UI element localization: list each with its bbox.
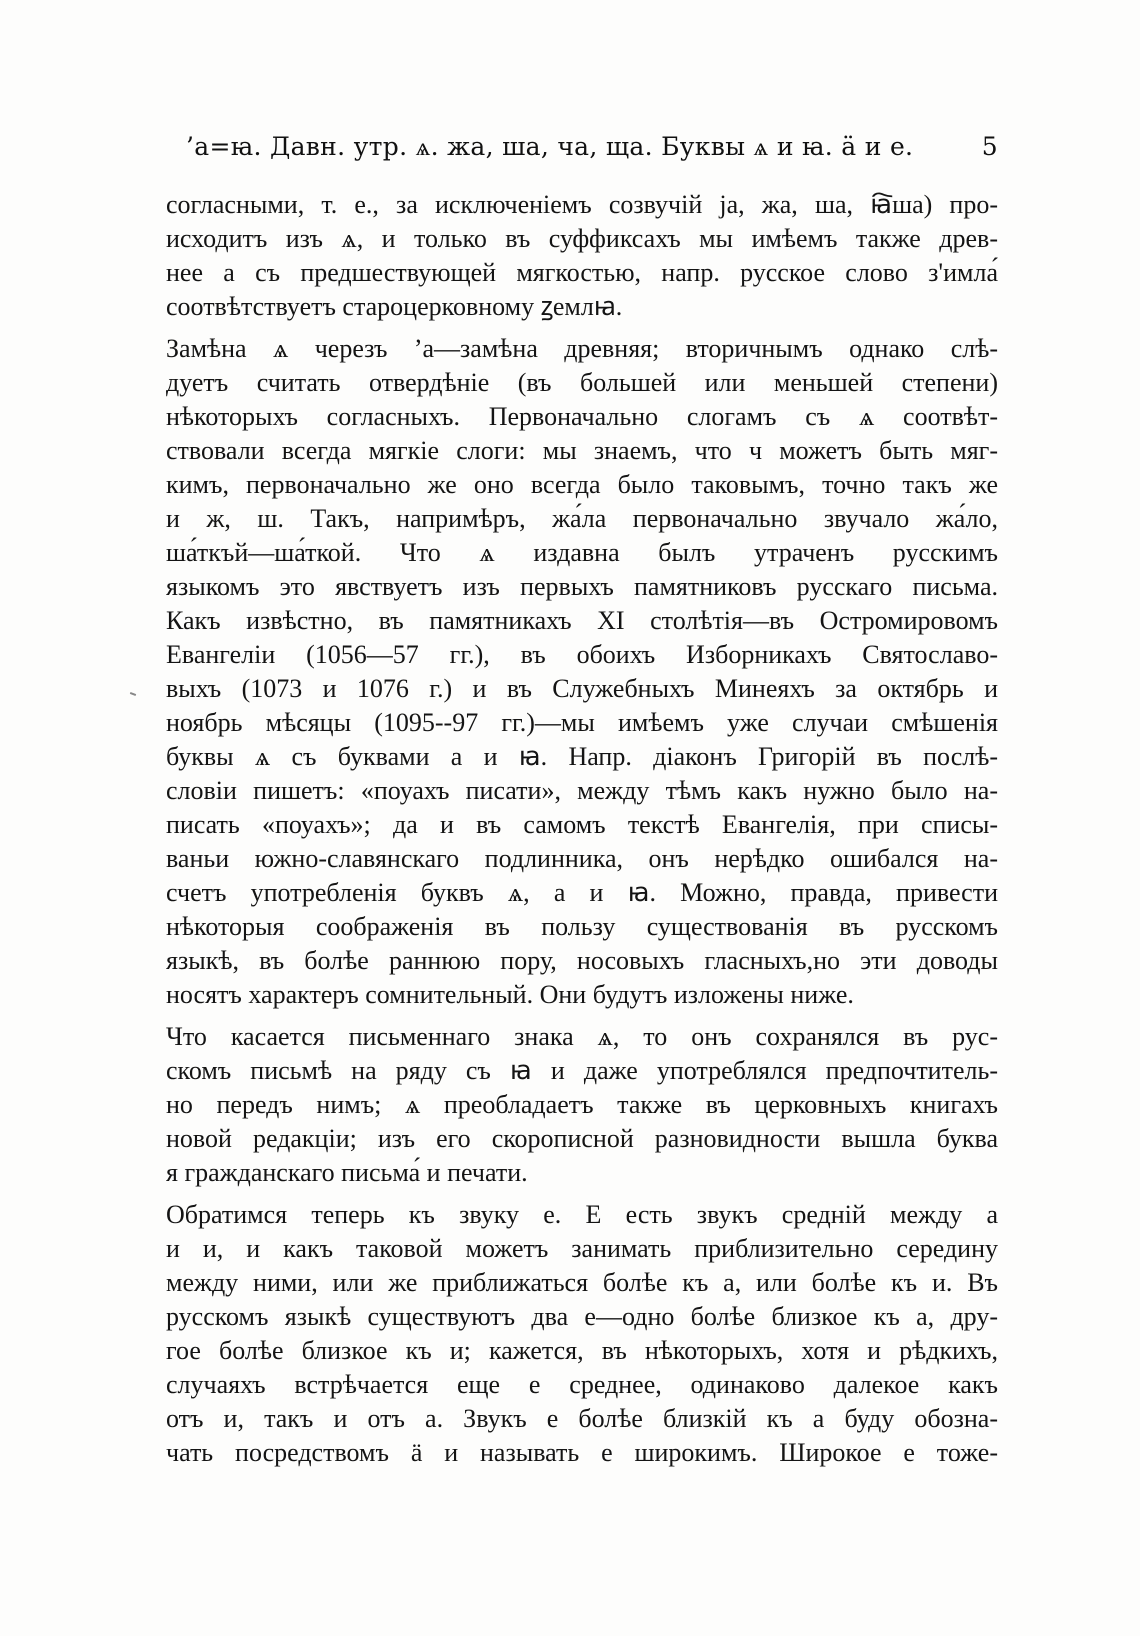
text-line: исходитъ изъ ѧ, и только въ суффиксахъ мы имѣемъ также древ- (166, 224, 998, 253)
page-number: 5 (981, 132, 998, 161)
text-line: скомъ письмѣ на ряду съ ꙗ и даже употреблялся предпочтитель- (166, 1056, 998, 1085)
text-line: буквы ѧ съ буквами а и ꙗ. Напр. діаконъ Григорій въ послѣ- (166, 742, 998, 771)
text-line: писать «поуахъ»; да и въ самомъ текстѣ Евангелія, при списы- (166, 810, 998, 839)
text-line: соотвѣтствуетъ староцерковному ꙁемлꙗ. (166, 292, 623, 321)
text-line: но передъ нимъ; ѧ преобладаетъ также въ церковныхъ книгахъ (166, 1090, 998, 1119)
text-line: новой редакціи; изъ его скорописной разновидности вышла буква (166, 1124, 998, 1153)
text-line: Какъ извѣстно, въ памятникахъ XI столѣтія—въ Остромировомъ (166, 606, 998, 635)
text-line: языкѣ, въ болѣе раннюю пору, носовыхъ гласныхъ,но эти доводы (166, 946, 998, 975)
text-line: согласными, т. е., за исключеніемъ созвучій ја, жа, ша, ꙗ҇ша) про- (166, 190, 998, 219)
text-line: Что касается письменнаго знака ѧ, то онъ сохранялся въ рус- (166, 1022, 998, 1051)
text-line: языкомъ это явствуетъ изъ первыхъ памятниковъ русскаго письма. (166, 572, 998, 601)
text-line: отъ и, такъ и отъ а. Звукъ е болѣе близкій къ а буду обозна- (166, 1404, 998, 1433)
text-line: ша́ткъй—ша́ткой. Что ѧ издавна былъ утраченъ русскимъ (166, 538, 998, 567)
text-line: счетъ употребленія буквъ ѧ, а и ꙗ. Можно, правда, привести (166, 878, 998, 907)
text-line: ноябрь мѣсяцы (1095--97 гг.)—мы имѣемъ уже случаи смѣшенія (166, 708, 998, 737)
text-line: чать посредствомъ ӓ и называть е широкимъ. Широкое е тоже- (166, 1438, 998, 1467)
text-line: случаяхъ встрѣчается еще е среднее, одинаково далекое какъ (166, 1370, 998, 1399)
text-line: выхъ (1073 и 1076 г.) и въ Служебныхъ Минеяхъ за октябрь и (166, 674, 998, 703)
text-line: гое болѣе близкое къ и; кажется, въ нѣкоторыхъ, хотя и рѣдкихъ, (166, 1336, 998, 1365)
body-text (166, 188, 998, 1478)
text-line: носятъ характеръ сомнительный. Они будутъ изложены ниже. (166, 980, 854, 1009)
paragraph-1 (166, 188, 998, 324)
text-line: ствовали всегда мягкіе слоги: мы знаемъ, что ч можетъ быть мяг- (166, 436, 998, 465)
text-line: ваньи южно-славянскаго подлинника, онъ нерѣдко ошибался на- (166, 844, 998, 873)
text-line: русскомъ языкѣ существуютъ два е—одно болѣе близкое къ а, дру- (166, 1302, 998, 1331)
text-line: и и, и какъ таковой можетъ занимать приблизительно середину (166, 1234, 998, 1263)
text-line: дуетъ считать отвердѣніе (въ большей или меньшей степени) (166, 368, 998, 397)
running-head (186, 132, 998, 172)
text-line: между ними, или же приближаться болѣе къ а, или болѣе къ и. Въ (166, 1268, 998, 1297)
paragraph-4 (166, 1198, 998, 1470)
text-line: Замѣна ѧ черезъ ’а—замѣна древняя; вторичнымъ однако слѣ- (166, 334, 998, 363)
text-line: Обратимся теперь къ звуку е. Е есть звукъ средній между а (166, 1200, 998, 1229)
text-line: нее а съ предшествующей мягкостью, напр. русское слово з'имла́ (166, 258, 998, 287)
running-head-title: ’а=ꙗ. Давн. утр. ѧ. жа, ша, ча, ща. Буквы ѧ и ꙗ. ӓ и е. (186, 132, 914, 161)
text-line: я гражданскаго письма́ и печати. (166, 1158, 528, 1187)
text-line: словіи пишетъ: «поуахъ писати», между тѣмъ какъ нужно было на- (166, 776, 998, 805)
paragraph-2 (166, 332, 998, 1012)
text-line: кимъ, первоначально же оно всегда было таковымъ, точно такъ же (166, 470, 998, 499)
text-line: Евангеліи (1056—57 гг.), въ обоихъ Изборникахъ Святославо- (166, 640, 998, 669)
paragraph-3 (166, 1020, 998, 1190)
text-line: и ж, ш. Такъ, напримѣръ, жа́ла первоначально звучало жа́ло, (166, 504, 998, 533)
text-line: нѣкоторыхъ согласныхъ. Первоначально слогамъ съ ѧ соотвѣт- (166, 402, 998, 431)
text-line: нѣкоторыя соображенія въ пользу существованія въ русскомъ (166, 912, 998, 941)
stray-ink-mark (130, 692, 136, 696)
